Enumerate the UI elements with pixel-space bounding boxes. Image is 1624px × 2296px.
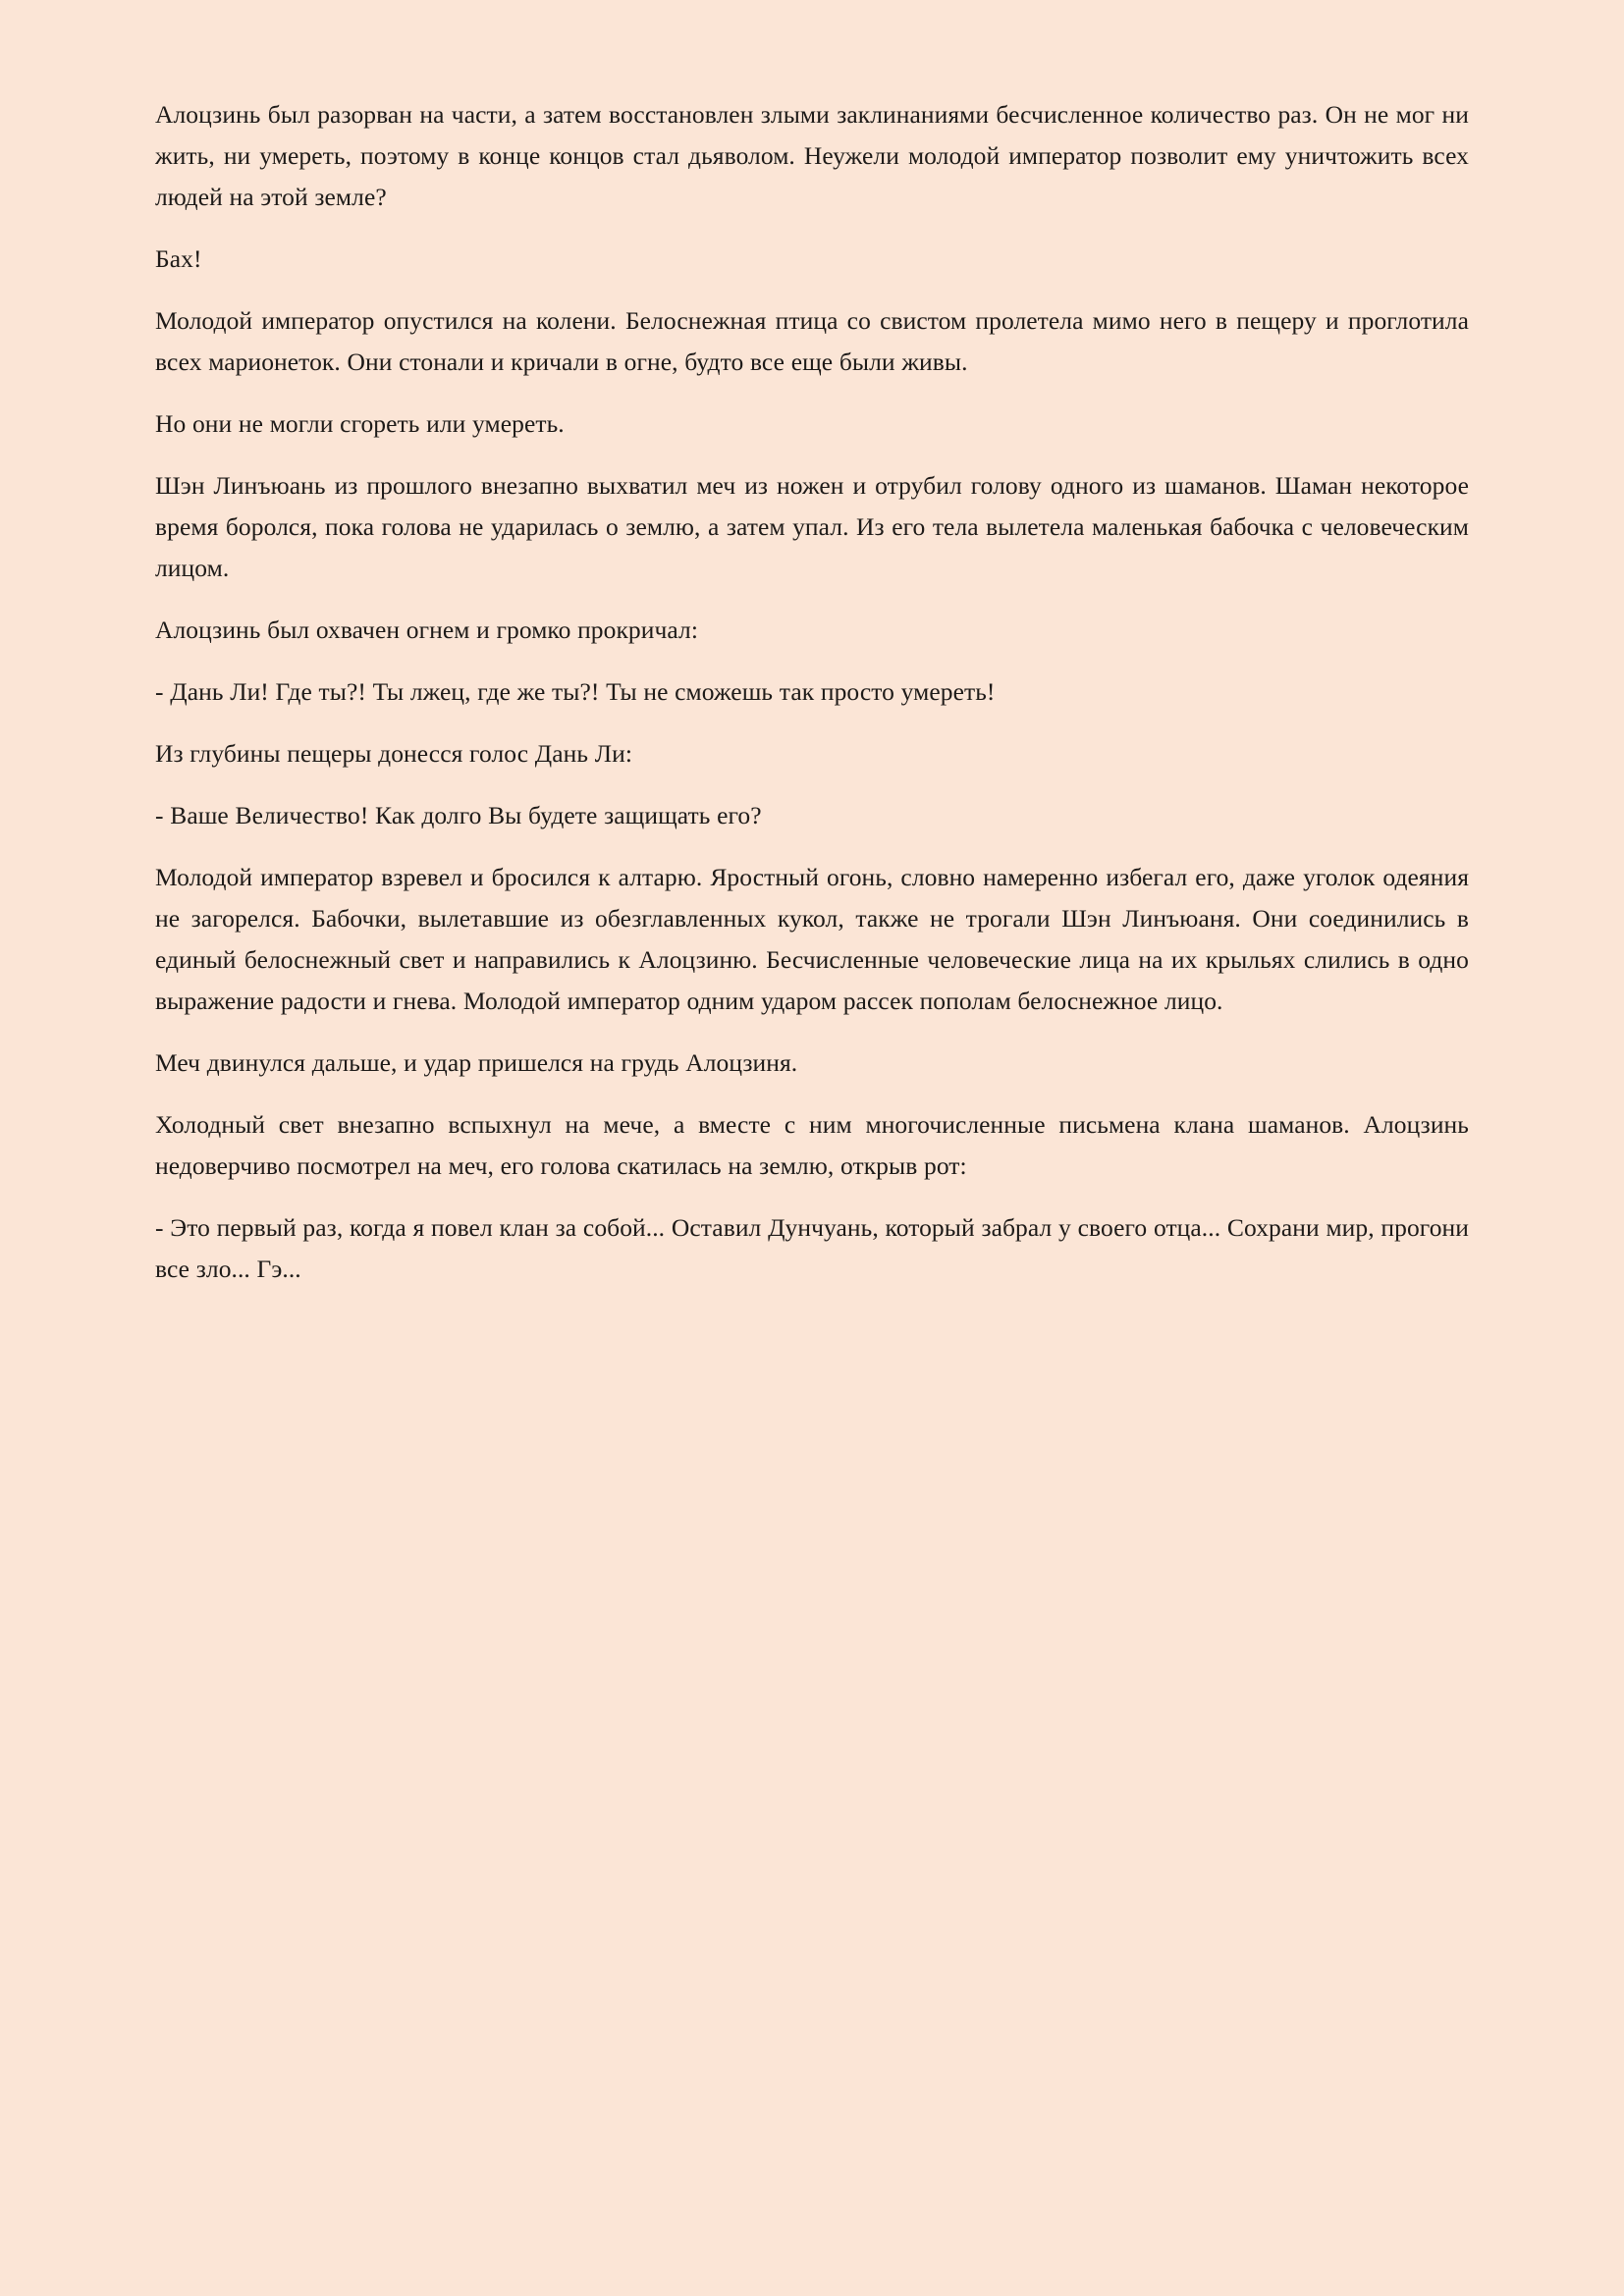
dialogue-line: - Ваше Величество! Как долго Вы будете защищать его?	[155, 801, 762, 829]
paragraph: Алоцзинь был разорван на части, а затем восстановлен злыми заклинаниями бесчисленное количество раз. Он не мог ни жить, ни умереть, поэтому в конце концов стал дьяволом. Неужели молодой император позволит ему уничтожить всех людей на этой земле?	[155, 100, 1469, 211]
dialogue-line: - Дань Ли! Где ты?! Ты лжец, где же ты?! Ты не сможешь так просто умереть!	[155, 677, 996, 706]
dialogue-line: - Это первый раз, когда я повел клан за собой... Оставил Дунчуань, который забрал у своего отца... Сохрани мир, прогони все зло... Гэ...	[155, 1213, 1469, 1283]
paragraph: Шэн Линъюань из прошлого внезапно выхватил меч из ножен и отрубил голову одного из шаманов. Шаман некоторое время боролся, пока голова не ударилась о землю, а затем упал. Из его тела вылетела маленькая бабочка с человеческим лицом.	[155, 471, 1469, 582]
paragraph: Холодный свет внезапно вспыхнул на мече, а вместе с ним многочисленные письмена клана шаманов. Алоцзинь недоверчиво посмотрел на меч, его голова скатилась на землю, открыв рот:	[155, 1110, 1469, 1180]
paragraph: Но они не могли сгореть или умереть.	[155, 409, 565, 438]
paragraph: Молодой император опустился на колени. Белоснежная птица со свистом пролетела мимо него в пещеру и проглотила всех марионеток. Они стонали и кричали в огне, будто все еще были живы.	[155, 306, 1469, 376]
paragraph: Алоцзинь был охвачен огнем и громко прокричал:	[155, 615, 698, 644]
paragraph: Бах!	[155, 244, 202, 273]
paragraph: Молодой император взревел и бросился к алтарю. Яростный огонь, словно намеренно избегал его, даже уголок одеяния не загорелся. Бабочки, вылетавшие из обезглавленных кукол, также не трогали Шэн Линъюаня. Они соединились в единый белоснежный свет и направились к Алоцзиню. Бесчисленные человеческие лица на их крыльях слились в одно выражение радости и гнева. Молодой император одним ударом рассек пополам белоснежное лицо.	[155, 863, 1469, 1015]
paragraph: Меч двинулся дальше, и удар пришелся на грудь Алоцзиня.	[155, 1048, 798, 1077]
paragraph: Из глубины пещеры донесся голос Дань Ли:	[155, 739, 633, 768]
text-column	[155, 94, 1469, 1310]
